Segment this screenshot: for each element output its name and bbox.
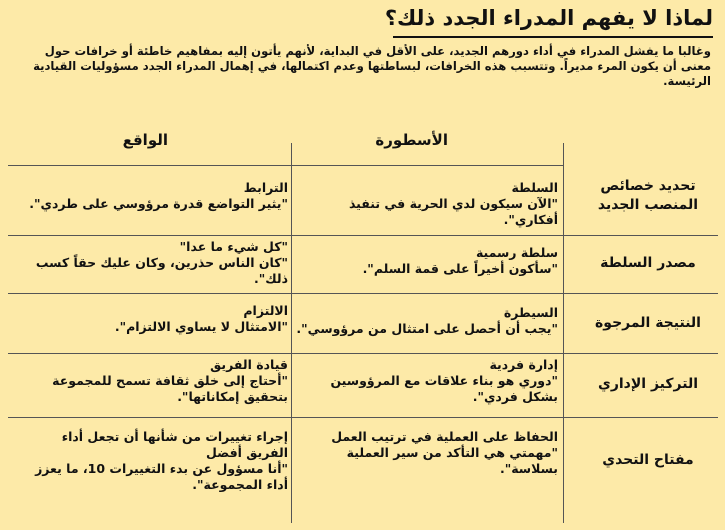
reality-title: "كل شيء ما عدا" bbox=[179, 239, 288, 254]
row-topic: مصدر السلطة bbox=[600, 255, 696, 271]
column-divider bbox=[563, 143, 564, 523]
reality-title: إجراء تغييرات من شأنها أن تجعل أداء الفريق أفضل bbox=[61, 429, 288, 460]
reality-cell bbox=[16, 180, 288, 212]
reality-title: الالتزام bbox=[243, 303, 288, 318]
myth-title: سلطة رسمية bbox=[475, 245, 558, 260]
row-topic: مفتاح التحدي bbox=[602, 452, 694, 468]
title-underline bbox=[393, 36, 713, 38]
reality-quote: "أحتاج إلى خلق ثقافة تسمح للمجموعة بتحقيق إمكاناتها". bbox=[52, 373, 288, 404]
row-divider bbox=[8, 235, 718, 236]
reality-quote: "يثير التواضع قدرة مرؤوسي على طردي". bbox=[29, 196, 288, 211]
myth-quote: "دوري هو بناء علاقات مع المرؤوسين بشكل فردي". bbox=[330, 373, 558, 404]
myth-title: الحفاظ على العملية في ترتيب العمل bbox=[331, 429, 558, 444]
myth-title: السلطة bbox=[511, 180, 558, 195]
header-reality: الواقع bbox=[122, 131, 168, 149]
myth-cell bbox=[296, 305, 558, 337]
intro-paragraph: وغالبا ما يفشل المدراء في أداء دورهم الجديد، على الأقل في البداية، لأنهم يأتون إليه بمفاهيم خاطئة أو خرافات حول معنى أن يكون المرء مديراً. وتتسبب هذه الخرافات، لبساطتها وعدم اكتمالها، في إهمال المدراء الجدد مسؤوليات القيادية الرئيسة. bbox=[33, 44, 711, 88]
row-divider bbox=[8, 417, 718, 418]
myth-cell bbox=[296, 429, 558, 477]
reality-cell bbox=[16, 357, 288, 405]
reality-title: الترابط bbox=[243, 180, 288, 195]
column-divider bbox=[291, 143, 292, 523]
row-divider bbox=[8, 293, 718, 294]
myth-quote: "مهمتي هي التأكد من سير العملية بسلاسة". bbox=[346, 445, 558, 476]
row-topic: التركيز الإداري bbox=[597, 376, 699, 392]
myth-cell bbox=[296, 357, 558, 405]
row-topic: النتيجة المرجوة bbox=[595, 315, 701, 331]
myth-title: إدارة فردية bbox=[489, 357, 558, 372]
header-myth: الأسطورة bbox=[375, 131, 448, 149]
myth-quote: "الآن سيكون لدي الحرية في تنفيذ أفكاري". bbox=[348, 196, 558, 227]
reality-quote: "الامتثال لا يساوي الالتزام". bbox=[114, 319, 288, 334]
reality-quote: "أنا مسؤول عن بدء التغييرات 10، ما يعزز أداء المجموعة". bbox=[35, 461, 288, 492]
reality-cell bbox=[16, 429, 288, 493]
reality-title: قيادة الفريق bbox=[210, 357, 288, 372]
row-topic: تحديد خصائص المنصب الجديد bbox=[597, 178, 699, 213]
myth-title: السيطرة bbox=[503, 305, 558, 320]
row-divider bbox=[8, 353, 718, 354]
reality-cell bbox=[16, 239, 288, 287]
myth-quote: "سأكون أخيراً على قمة السلم". bbox=[362, 261, 558, 276]
reality-quote: "كان الناس حذرين، وكان عليك حقاً كسب ذلك". bbox=[35, 255, 288, 286]
myth-cell bbox=[296, 245, 558, 277]
reality-cell bbox=[16, 303, 288, 335]
myth-reality-table bbox=[8, 125, 718, 525]
myth-cell bbox=[296, 180, 558, 228]
page-title: لماذا لا يفهم المدراء الجدد ذلك؟ bbox=[384, 6, 713, 30]
myth-quote: "يجب أن أحصل على امتثال من مرؤوسي". bbox=[296, 321, 558, 336]
header-divider bbox=[8, 165, 563, 166]
